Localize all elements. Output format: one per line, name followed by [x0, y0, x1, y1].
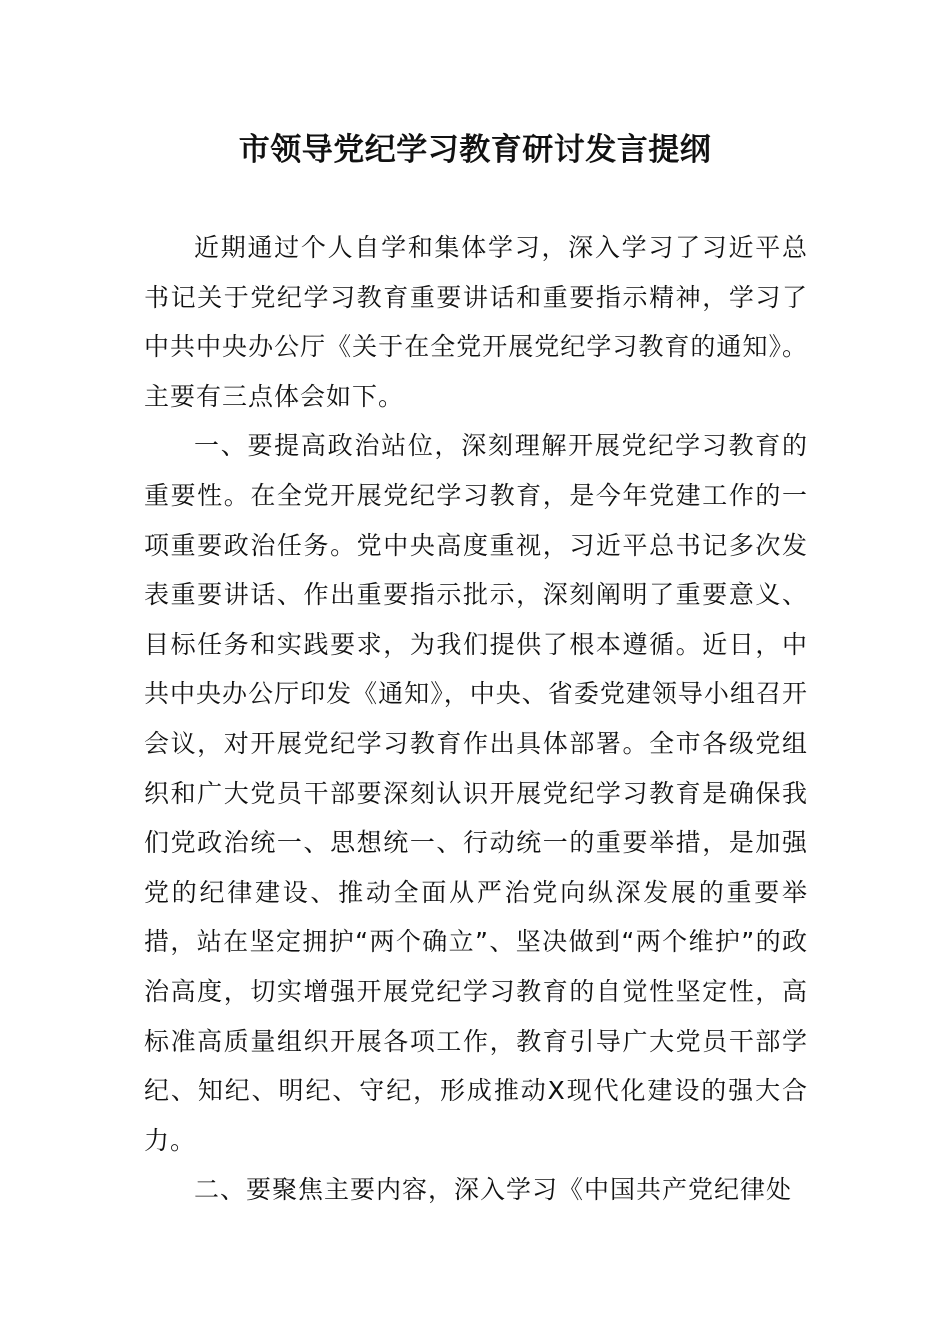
- paragraph-point-two: 二、要聚焦主要内容，深入学习《中国共产党纪律处: [194, 1175, 793, 1205]
- paragraph-point-one: 一、要提高政治站位，深刻理解开展党纪学习教育的重要性。在全党开展党纪学习教育，是今年党建工作的一项重要政治任务。党中央高度重视，习近平总书记多次发表重要讲话、作出重要指示批示，深刻阐明了重要意义、目标任务和实践要求，为我们提供了根本遵循。近日，中共中央办公厅印发《通知》，中央、省委党建领导小组召开会议，对开展党纪学习教育作出具体部署。全市各级党组织和广大党员干部要深刻认识开展党纪学习教育是确保我们党政治统一、思想统一、行动统一的重要举措，是加强党的纪律建设、推动全面从严治党向纵深发展的重要举措，站在坚定拥护“两个确立”、坚决做到“两个维护”的政治高度，切实增强开展党纪学习教育的自觉性坚定性，高标准高质量组织开展各项工作，教育引导广大党员干部学纪、知纪、明纪、守纪，形成推动X现代化建设的强大合力。: [144, 431, 808, 1155]
- paragraph-intro: 近期通过个人自学和集体学习，深入学习了习近平总书记关于党纪学习教育重要讲话和重要指示精神，学习了中共中央办公厅《关于在全党开展党纪学习教育的通知》。主要有三点体会如下。: [144, 233, 808, 411]
- document-body: [144, 223, 808, 1215]
- document-title: 市领导党纪学习教育研讨发言提纲: [238, 132, 712, 168]
